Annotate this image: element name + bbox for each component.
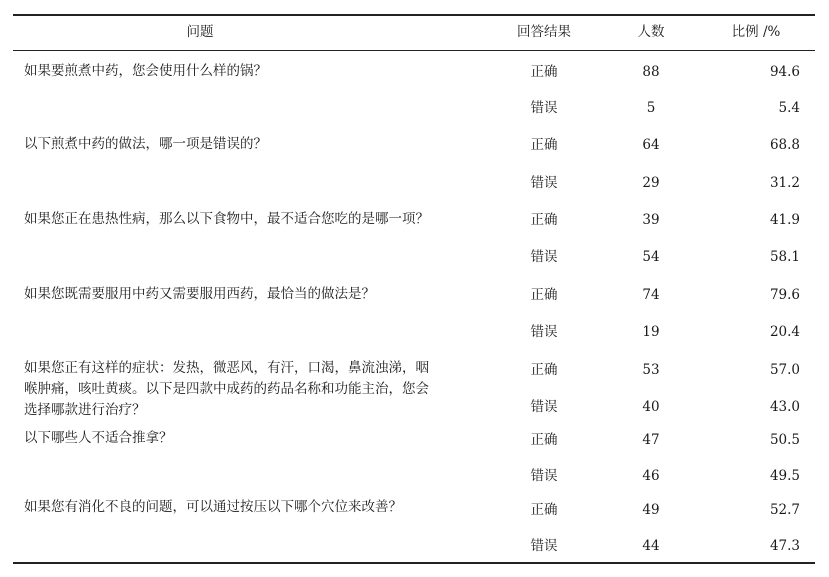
question-5-line-2: 喉肿痛，咳吐黄痰。以下是四款中成药的药品名称和功能主治，您会 — [24, 381, 429, 397]
ratio-1b: 5.4 — [778, 100, 800, 116]
question-1: 如果要煎煮中药，您会使用什么样的锅？ — [24, 63, 267, 79]
count-6a: 47 — [642, 432, 660, 448]
count-7b: 44 — [642, 538, 660, 554]
header-question: 问题 — [186, 24, 214, 40]
result-4b: 错误 — [530, 324, 558, 340]
ratio-4a: 79.6 — [769, 287, 800, 303]
ratio-7a: 52.7 — [769, 502, 800, 518]
table-top-rule — [13, 14, 815, 16]
result-7b: 错误 — [530, 538, 558, 554]
ratio-3a: 41.9 — [769, 212, 800, 228]
result-2b: 错误 — [530, 175, 558, 191]
question-3: 如果您正在患热性病，那么以下食物中，最不适合您吃的是哪一项？ — [24, 211, 429, 227]
table-header-rule — [13, 50, 815, 51]
result-1b: 错误 — [530, 100, 558, 116]
ratio-3b: 58.1 — [769, 249, 800, 265]
count-3a: 39 — [642, 212, 660, 228]
ratio-6b: 49.5 — [769, 468, 800, 484]
result-4a: 正确 — [530, 287, 558, 303]
ratio-5b: 43.0 — [769, 399, 800, 415]
ratio-7b: 47.3 — [769, 538, 800, 554]
ratio-4b: 20.4 — [769, 324, 800, 340]
count-5a: 53 — [642, 362, 660, 378]
count-2b: 29 — [642, 175, 660, 191]
count-1b: 5 — [646, 100, 656, 116]
count-4a: 74 — [642, 287, 660, 303]
result-7a: 正确 — [530, 502, 558, 518]
header-count: 人数 — [637, 24, 665, 40]
result-1a: 正确 — [530, 64, 558, 80]
header-ratio: 比例 /% — [731, 24, 781, 40]
table-bottom-rule — [13, 562, 815, 564]
result-3a: 正确 — [530, 212, 558, 228]
ratio-6a: 50.5 — [769, 432, 800, 448]
count-2a: 64 — [642, 137, 660, 153]
question-5-line-3: 选择哪款进行治疗？ — [24, 402, 146, 418]
count-1a: 88 — [642, 64, 660, 80]
result-6a: 正确 — [530, 432, 558, 448]
count-6b: 46 — [642, 468, 660, 484]
ratio-5a: 57.0 — [769, 362, 800, 378]
question-6: 以下哪些人不适合推拿？ — [24, 430, 173, 446]
ratio-2a: 68.8 — [769, 137, 800, 153]
question-7: 如果您有消化不良的问题，可以通过按压以下哪个穴位来改善？ — [24, 499, 402, 515]
result-6b: 错误 — [530, 468, 558, 484]
result-3b: 错误 — [530, 249, 558, 265]
ratio-2b: 31.2 — [769, 175, 800, 191]
question-2: 以下煎煮中药的做法，哪一项是错误的？ — [24, 136, 267, 152]
count-3b: 54 — [642, 249, 660, 265]
count-4b: 19 — [642, 324, 660, 340]
question-4: 如果您既需要服用中药又需要服用西药，最恰当的做法是？ — [24, 286, 375, 302]
header-result: 回答结果 — [517, 24, 571, 40]
result-5b: 错误 — [530, 399, 558, 415]
result-2a: 正确 — [530, 137, 558, 153]
count-7a: 49 — [642, 502, 660, 518]
question-5-line-1: 如果您正有这样的症状：发热，微恶风，有汗，口渴，鼻流浊涕，咽 — [24, 360, 429, 376]
ratio-1a: 94.6 — [769, 64, 800, 80]
result-5a: 正确 — [530, 362, 558, 378]
count-5b: 40 — [642, 399, 660, 415]
